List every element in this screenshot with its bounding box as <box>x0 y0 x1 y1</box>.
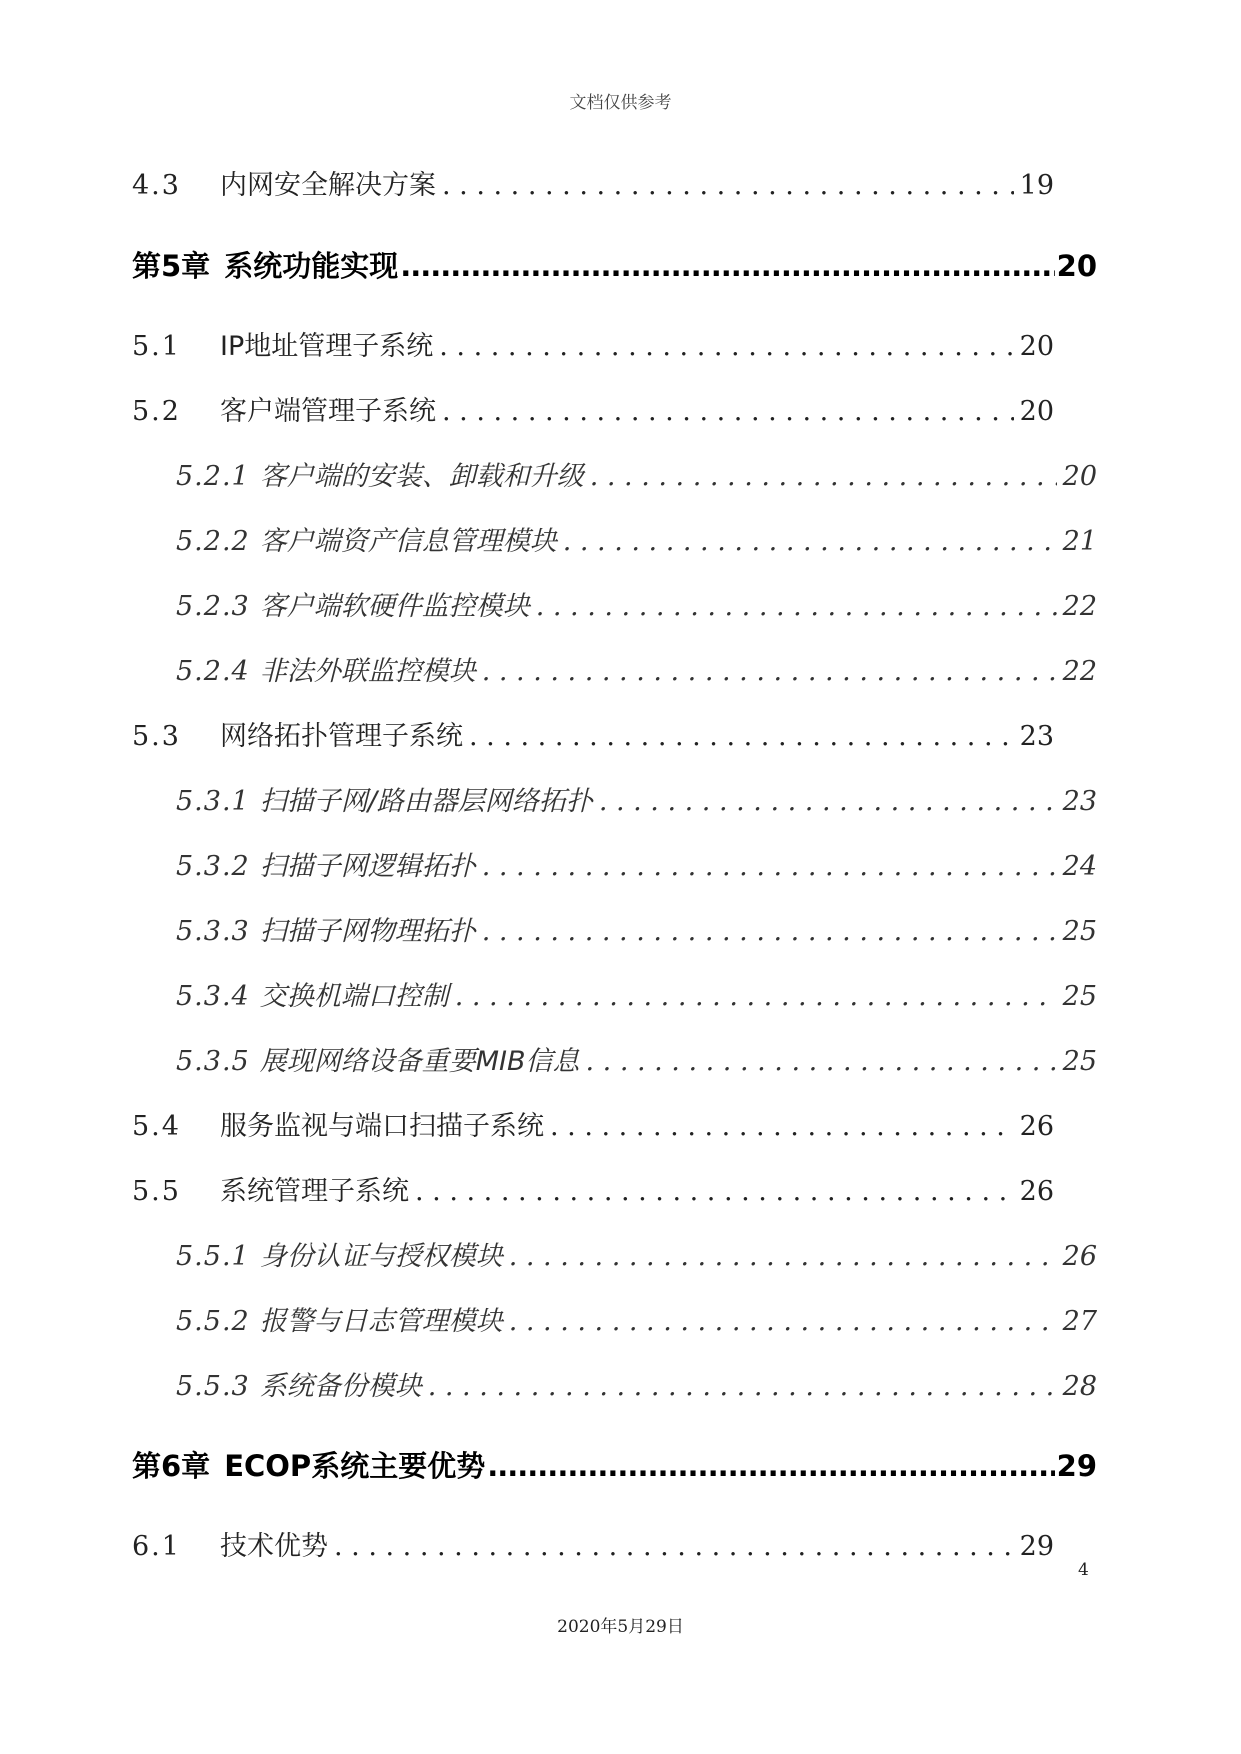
toc-entry-page: 21 <box>1062 526 1097 557</box>
toc-subentry <box>176 1364 1097 1403</box>
toc-entry-title: 展现网络设备重要MIB信息 <box>259 1046 580 1077</box>
toc-leader-dots <box>599 786 1057 817</box>
toc-entry-title: 扫描子网逻辑拓扑 <box>259 851 476 882</box>
toc-entry-number: 5.3.2 <box>176 851 250 882</box>
toc-entry-number: 5.3 <box>132 721 181 752</box>
toc-leader-dots <box>585 1046 1056 1077</box>
toc-subentry <box>176 454 1097 493</box>
toc-entry-number: 4.3 <box>132 170 181 201</box>
toc-entry-page: 20 <box>1056 249 1097 283</box>
toc-entry-number: 第6章 <box>132 1449 211 1483</box>
toc-leader-dots <box>442 170 1014 201</box>
toc-entry-title: IP地址管理子系统 <box>220 331 434 362</box>
footer-date: 2020年5月29日 <box>557 1617 684 1637</box>
toc-subentry <box>176 1299 1097 1338</box>
toc-leader-dots <box>550 1111 1014 1142</box>
toc-entry-number: 第5章 <box>132 249 211 283</box>
toc-leader-dots <box>400 249 1054 283</box>
toc-entry-page: 26 <box>1019 1176 1054 1207</box>
toc-leader-dots <box>482 916 1057 947</box>
toc-leader-dots <box>334 1531 1014 1562</box>
toc-entry-number: 5.5.1 <box>176 1241 250 1272</box>
toc-entry-title: 身份认证与授权模块 <box>259 1241 503 1272</box>
toc-leader-dots <box>469 721 1014 752</box>
toc-entry-page: 22 <box>1062 591 1097 622</box>
toc-entry-page: 20 <box>1019 396 1054 427</box>
toc-entry-number: 5.4 <box>132 1111 181 1142</box>
toc-entry-number: 5.2.3 <box>176 591 250 622</box>
toc-subentry <box>176 1039 1097 1078</box>
toc-entry <box>132 324 1054 363</box>
toc-chapter <box>132 244 1097 285</box>
toc-entry-title: 客户端资产信息管理模块 <box>259 526 557 557</box>
toc-entry-number: 5.2 <box>132 396 181 427</box>
toc-subentry <box>176 649 1097 688</box>
toc-entry-page: 27 <box>1062 1306 1097 1337</box>
toc-entry-page: 24 <box>1062 851 1097 882</box>
toc-entry-title: 客户端的安装、卸载和升级 <box>259 461 584 492</box>
toc-leader-dots <box>455 981 1057 1012</box>
toc-subentry <box>176 844 1097 883</box>
toc-leader-dots <box>509 1241 1057 1272</box>
page-number: 4 <box>1078 1560 1089 1580</box>
toc-entry-number: 5.2.4 <box>176 656 250 687</box>
toc-leader-dots <box>442 396 1014 427</box>
toc-leader-dots <box>439 331 1013 362</box>
toc-entry <box>132 1524 1054 1563</box>
toc-subentry <box>176 779 1097 818</box>
toc-subentry <box>176 909 1097 948</box>
toc-entry-title: 扫描子网物理拓扑 <box>259 916 476 947</box>
toc-entry <box>132 1169 1054 1208</box>
toc-leader-dots <box>509 1306 1057 1337</box>
toc-leader-dots <box>487 1449 1054 1483</box>
toc-entry-number: 5.1 <box>132 331 181 362</box>
toc-entry-number: 5.3.4 <box>176 981 250 1012</box>
toc-entry-number: 5.5.3 <box>176 1371 250 1402</box>
toc-entry-title: 网络拓扑管理子系统 <box>220 721 463 752</box>
toc-entry-page: 19 <box>1019 170 1054 201</box>
toc-leader-dots <box>563 526 1057 557</box>
toc-entry-page: 28 <box>1062 1371 1097 1402</box>
toc-entry-title: 客户端管理子系统 <box>220 396 436 427</box>
toc-entry-title: 交换机端口控制 <box>259 981 449 1012</box>
toc-entry-title: 系统功能实现 <box>224 249 399 283</box>
toc-leader-dots <box>415 1176 1014 1207</box>
toc-subentry <box>176 584 1097 623</box>
toc-entry-title: 内网安全解决方案 <box>220 170 436 201</box>
toc-entry <box>132 1104 1054 1143</box>
toc-leader-dots <box>482 851 1057 882</box>
document-header: 文档仅供参考 <box>569 93 672 113</box>
toc-entry-page: 25 <box>1062 916 1097 947</box>
toc-entry-number: 5.3.1 <box>176 786 250 817</box>
toc-entry-number: 6.1 <box>132 1531 181 1562</box>
toc-entry-title: 非法外联监控模块 <box>259 656 476 687</box>
toc-entry-title: 技术优势 <box>220 1531 328 1562</box>
toc-chapter <box>132 1444 1097 1485</box>
toc-entry <box>132 389 1054 428</box>
toc-entry-title: 客户端软硬件监控模块 <box>259 591 530 622</box>
toc-entry-title: ECOP系统主要优势 <box>224 1449 486 1483</box>
toc-entry-number: 5.5.2 <box>176 1306 250 1337</box>
toc-entry-number: 5.5 <box>132 1176 181 1207</box>
toc-entry-number: 5.2.2 <box>176 526 250 557</box>
toc-entry-page: 29 <box>1056 1449 1097 1483</box>
toc-entry-page: 20 <box>1062 461 1097 492</box>
toc-leader-dots <box>590 461 1057 492</box>
toc-entry-page: 23 <box>1019 721 1054 752</box>
toc-entry-title: 扫描子网/路由器层网络拓扑 <box>259 786 593 817</box>
toc-entry-page: 26 <box>1062 1241 1097 1272</box>
toc-entry-page: 20 <box>1019 331 1054 362</box>
toc-leader-dots <box>428 1371 1057 1402</box>
toc-entry-number: 5.3.3 <box>176 916 250 947</box>
toc-entry <box>132 163 1054 202</box>
toc-entry-number: 5.2.1 <box>176 461 250 492</box>
toc-leader-dots <box>536 591 1057 622</box>
toc-entry-number: 5.3.5 <box>176 1046 250 1077</box>
toc-subentry <box>176 974 1097 1013</box>
toc-entry-page: 26 <box>1019 1111 1054 1142</box>
toc-entry-page: 23 <box>1062 786 1097 817</box>
toc-entry-title: 服务监视与端口扫描子系统 <box>220 1111 544 1142</box>
toc-subentry <box>176 1234 1097 1273</box>
toc-entry <box>132 714 1054 753</box>
toc-entry-page: 25 <box>1062 981 1097 1012</box>
toc-entry-page: 22 <box>1062 656 1097 687</box>
toc-leader-dots <box>482 656 1057 687</box>
toc-entry-title: 系统备份模块 <box>259 1371 422 1402</box>
toc-entry-page: 29 <box>1019 1531 1054 1562</box>
toc-entry-title: 报警与日志管理模块 <box>259 1306 503 1337</box>
toc-entry-page: 25 <box>1062 1046 1097 1077</box>
toc-subentry <box>176 519 1097 558</box>
toc-entry-title: 系统管理子系统 <box>220 1176 409 1207</box>
